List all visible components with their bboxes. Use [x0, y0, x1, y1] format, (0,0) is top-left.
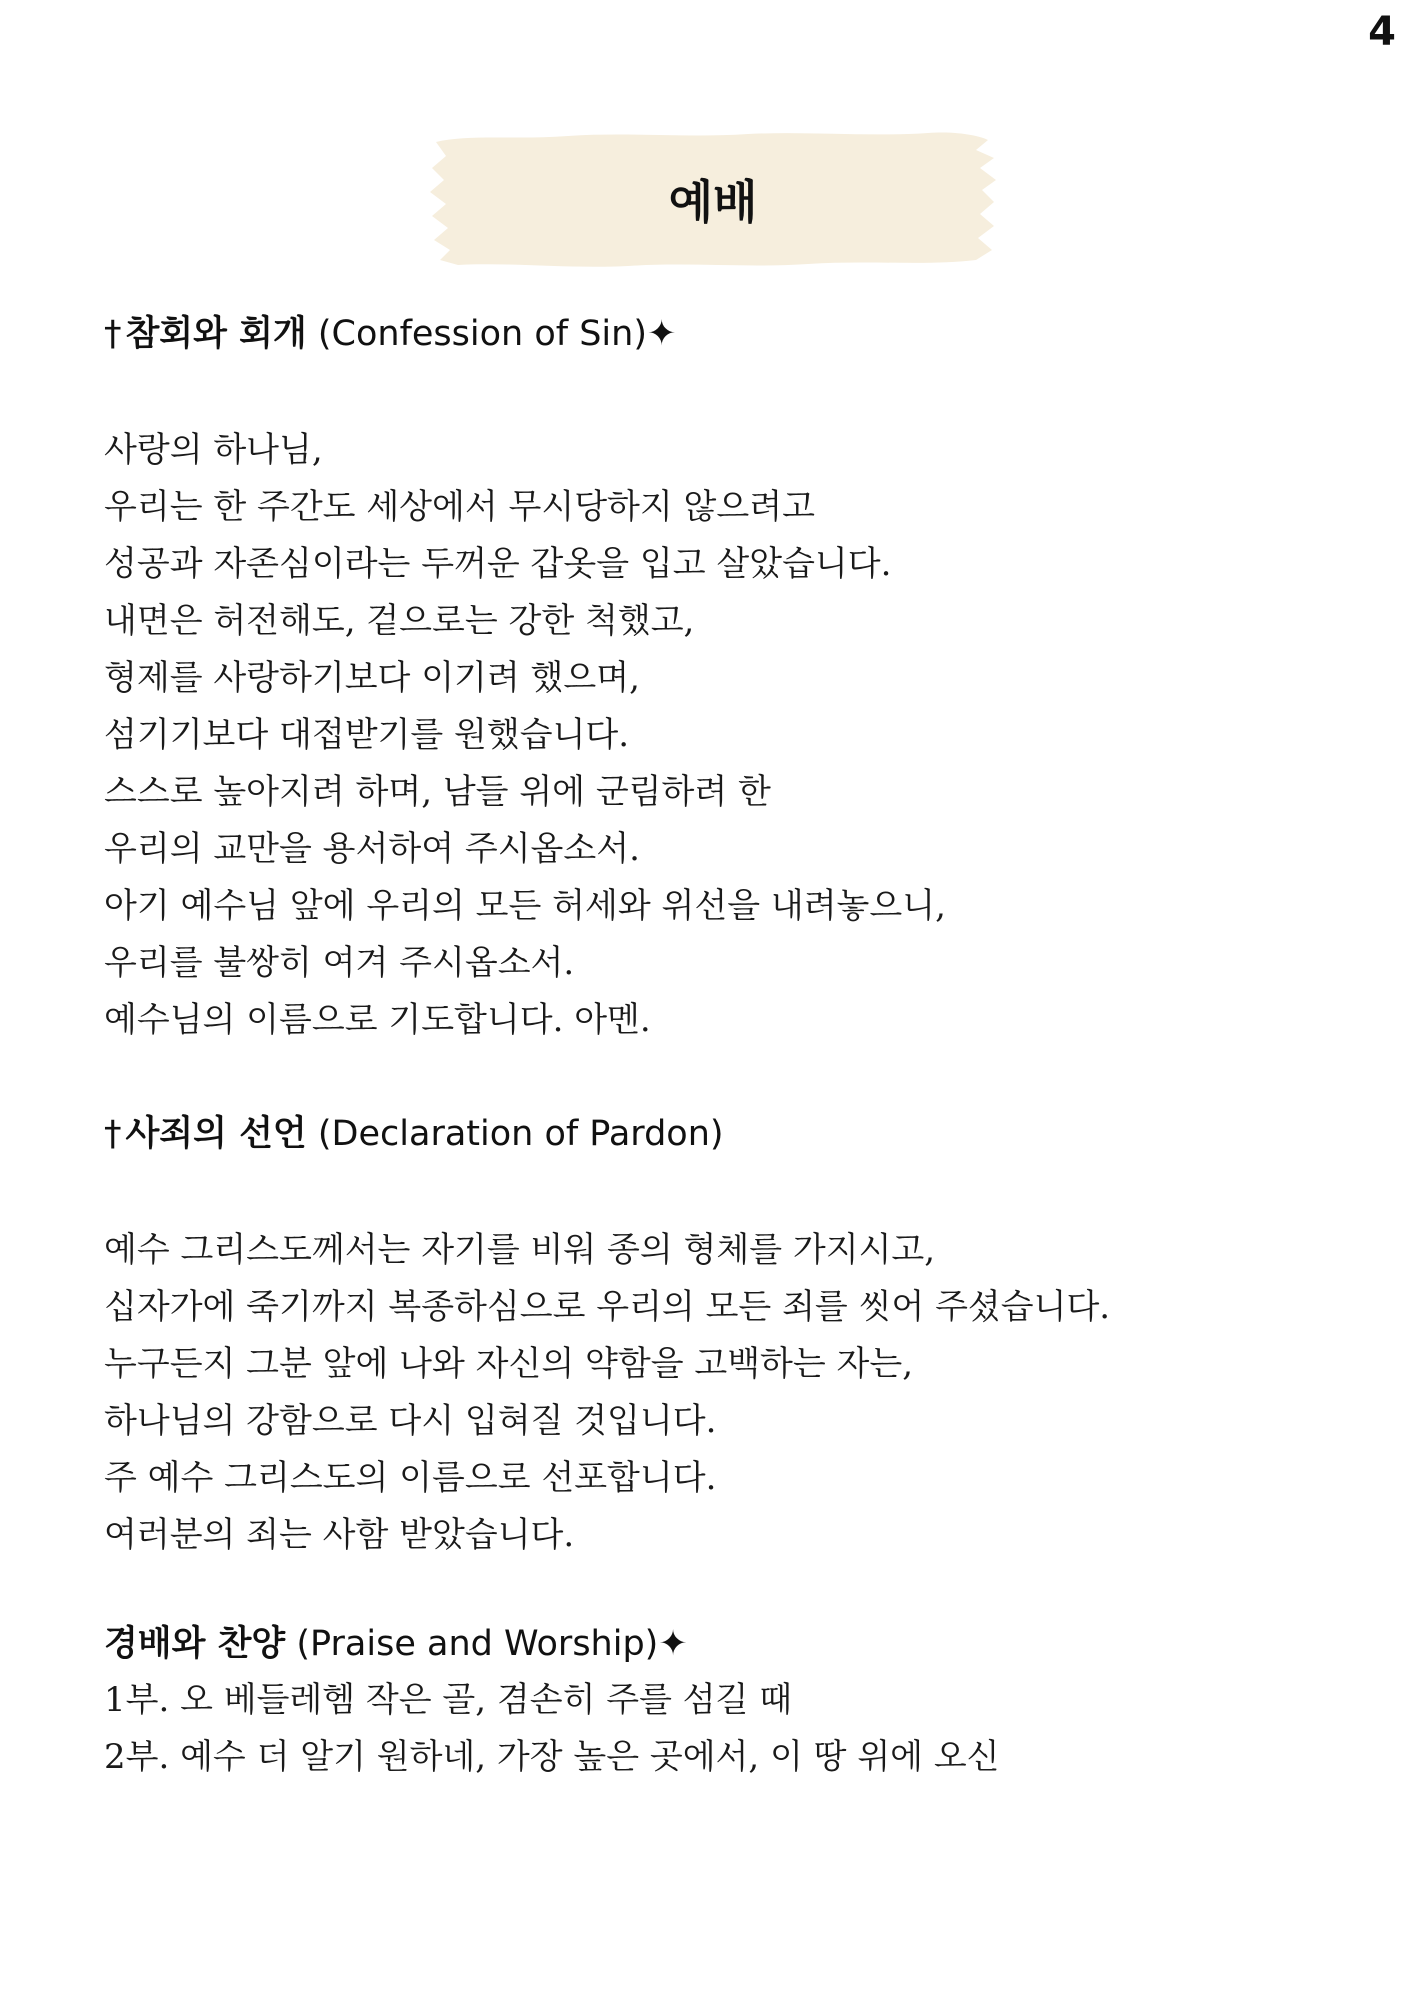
text-line: 십자가에 죽기까지 복종하심으로 우리의 모든 죄를 씻어 주셨습니다.	[104, 1287, 1111, 1327]
confession-prayer	[104, 422, 946, 1049]
text-line: 내면은 허전해도, 겉으로는 강한 척했고,	[104, 601, 695, 641]
title-banner	[428, 128, 998, 270]
text-line: 하나님의 강함으로 다시 입혀질 것입니다.	[104, 1401, 717, 1441]
heading-english: (Confession of Sin)	[317, 314, 647, 354]
heading-korean: 참회와 회개	[125, 314, 307, 354]
heading-korean: 경배와 찬양	[104, 1624, 286, 1664]
text-line: 예수 그리스도께서는 자기를 비워 종의 형체를 가지시고,	[104, 1230, 936, 1270]
text-line: 주 예수 그리스도의 이름으로 선포합니다.	[104, 1458, 717, 1498]
page-title: 예배	[668, 175, 758, 229]
text-line: 스스로 높아지려 하며, 남들 위에 군림하려 한	[104, 772, 771, 812]
text-line: 사랑의 하나님,	[104, 430, 323, 470]
section-heading-praise	[104, 1622, 688, 1666]
star-icon: ✦	[647, 314, 677, 354]
star-icon: ✦	[658, 1624, 688, 1664]
praise-song-list	[104, 1672, 1000, 1786]
section-heading-confession	[104, 312, 676, 356]
page-number: 4	[1368, 9, 1396, 55]
heading-korean: 사죄의 선언	[125, 1114, 307, 1154]
heading-english: (Praise and Worship)	[296, 1624, 659, 1664]
heading-english: (Declaration of Pardon)	[317, 1114, 724, 1154]
text-line: 여러분의 죄는 사함 받았습니다.	[104, 1515, 575, 1555]
cross-icon: †	[104, 1114, 122, 1154]
cross-icon: †	[104, 314, 122, 354]
song-line: 2부. 예수 더 알기 원하네, 가장 높은 곳에서, 이 땅 위에 오신	[104, 1737, 1000, 1777]
text-line: 우리는 한 주간도 세상에서 무시당하지 않으려고	[104, 487, 815, 527]
text-line: 섬기기보다 대접받기를 원했습니다.	[104, 715, 630, 755]
text-line: 우리의 교만을 용서하여 주시옵소서.	[104, 829, 640, 869]
text-line: 형제를 사랑하기보다 이기려 했으며,	[104, 658, 640, 698]
section-heading-pardon	[104, 1112, 724, 1156]
text-line: 성공과 자존심이라는 두꺼운 갑옷을 입고 살았습니다.	[104, 544, 892, 584]
text-line: 아기 예수님 앞에 우리의 모든 허세와 위선을 내려놓으니,	[104, 886, 946, 926]
text-line: 누구든지 그분 앞에 나와 자신의 약함을 고백하는 자는,	[104, 1344, 914, 1384]
song-line: 1부. 오 베들레헴 작은 골, 겸손히 주를 섬길 때	[104, 1680, 793, 1720]
text-line: 예수님의 이름으로 기도합니다. 아멘.	[104, 1000, 651, 1040]
pardon-declaration	[104, 1222, 1110, 1564]
text-line: 우리를 불쌍히 여겨 주시옵소서.	[104, 943, 575, 983]
